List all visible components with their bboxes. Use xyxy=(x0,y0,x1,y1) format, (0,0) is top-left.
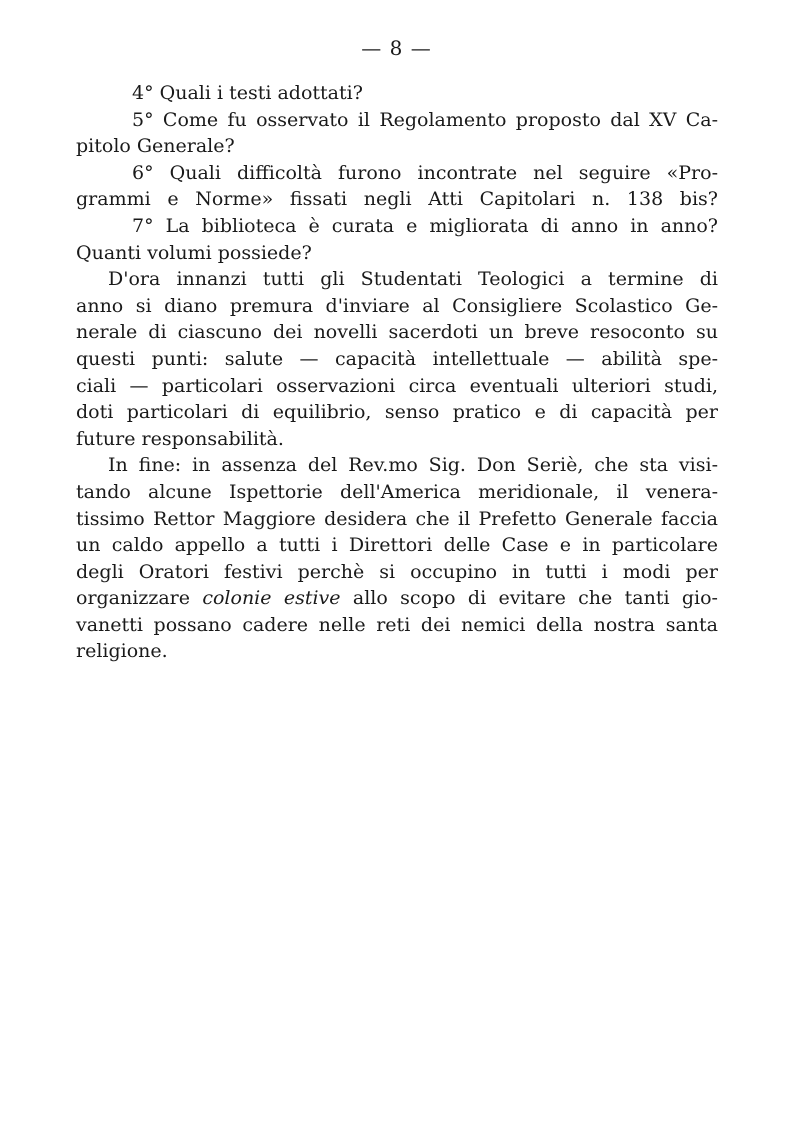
paragraph-2-line: tissimo Rettor Maggiore desidera che il Prefetto Generale faccia xyxy=(76,507,718,530)
question-6-line-1: 6° Quali difficoltà furono incontrate nel seguire «Pro- xyxy=(132,161,718,184)
paragraph-1-line: doti particolari di equilibrio, senso pratico e di capacità per xyxy=(76,401,718,424)
question-6-line-2: grammi e Norme» fissati negli Atti Capitolari n. 138 bis? xyxy=(76,188,718,211)
question-7-line-2: Quanti volumi possiede? xyxy=(76,241,312,264)
page-number: — 8 — xyxy=(361,36,432,60)
paragraph-1-line: D'ora innanzi tutti gli Studentati Teologici a termine di xyxy=(108,268,718,291)
body-text xyxy=(76,80,718,665)
italic-phrase: colonie estive xyxy=(202,587,341,610)
paragraph-2-line: religione. xyxy=(76,640,168,663)
paragraph-2-line-with-italic xyxy=(76,585,718,612)
question-5-line-2: pitolo Generale? xyxy=(76,135,235,158)
text-segment: allo scopo di evitare che tanti gio- xyxy=(340,587,718,610)
paragraph-2-line: degli Oratori festivi perchè si occupino in tutti i modi per xyxy=(76,560,718,583)
paragraph-1-line: future responsabilità. xyxy=(76,427,284,450)
paragraph-2-line: un caldo appello a tutti i Direttori delle Case e in particolare xyxy=(76,534,718,557)
paragraph-1-line: nerale di ciascuno dei novelli sacerdoti un breve resoconto su xyxy=(76,321,718,344)
paragraph-2-line: vanetti possano cadere nelle reti dei nemici della nostra santa xyxy=(76,613,718,636)
paragraph-1-line: questi punti: salute — capacità intellettuale — abilità spe- xyxy=(76,347,718,370)
question-5-line-1: 5° Come fu osservato il Regolamento proposto dal XV Ca- xyxy=(132,108,718,131)
paragraph-2-line: In fine: in assenza del Rev.mo Sig. Don Seriè, che sta visi- xyxy=(108,454,718,477)
paragraph-1-line: anno si diano premura d'inviare al Consigliere Scolastico Ge- xyxy=(76,294,718,317)
paragraph-1-line: ciali — particolari osservazioni circa eventuali ulteriori studi, xyxy=(76,374,718,397)
text-segment: organizzare xyxy=(76,587,203,610)
question-7-line-1: 7° La biblioteca è curata e migliorata di anno in anno? xyxy=(132,214,718,237)
question-4: 4° Quali i testi adottati? xyxy=(132,82,363,104)
paragraph-2-line: tando alcune Ispettorie dell'America meridionale, il venera- xyxy=(76,480,718,503)
